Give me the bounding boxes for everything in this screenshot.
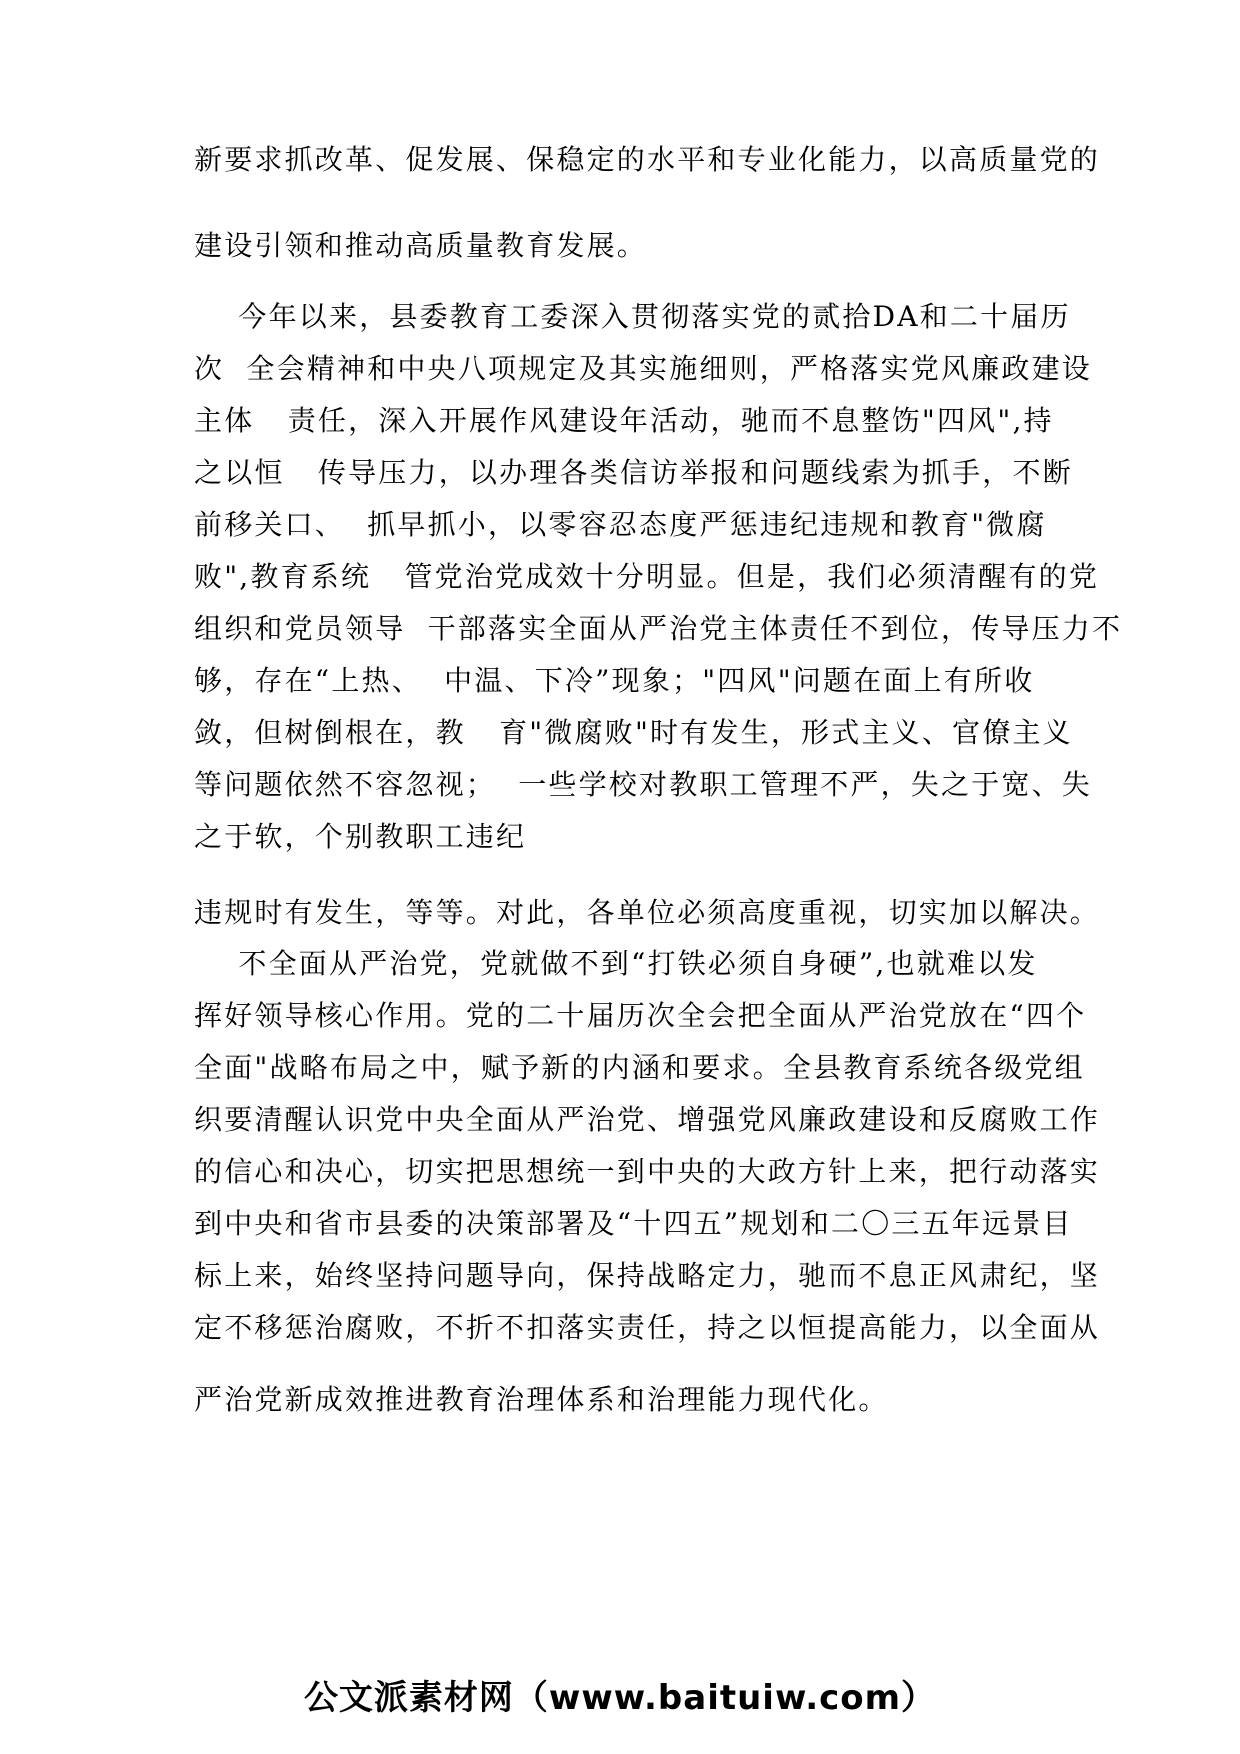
text-line: 组织和党员领导 干部落实全面从严治党主体责任不到位，传导压力不 xyxy=(194,612,1123,645)
text-line: 前移关口、 抓早抓小，以零容忍态度严惩违纪违规和教育"微腐 xyxy=(194,508,1047,541)
text-line: 够，存在“上热、 中温、下冷”现象；"四风"问题在面上有所收 xyxy=(194,664,1035,697)
text-line: 之于软，个别教职工违纪 xyxy=(194,820,527,853)
footer-watermark-text: 公文派素材网（www.baituiw.com） xyxy=(303,1678,937,1718)
text-line: 织要清醒认识党中央全面从严治党、增强党风廉政建设和反腐败工作 xyxy=(194,1103,1101,1136)
text-line: 定不移惩治腐败，不折不扣落实责任，持之以恒提高能力，以全面从 xyxy=(194,1311,1101,1344)
text-line: 严治党新成效推进教育治理体系和治理能力现代化。 xyxy=(194,1383,889,1416)
text-line: 建设引领和推动高质量教育发展。 xyxy=(194,229,648,262)
text-line: 的信心和决心，切实把思想统一到中央的大政方针上来，把行动落实 xyxy=(194,1155,1101,1188)
text-line: 全面"战略布局之中，赋予新的内涵和要求。全县教育系统各级党组 xyxy=(194,1051,1085,1084)
text-line: 到中央和省市县委的决策部署及“十四五”规划和二〇三五年远景目 xyxy=(194,1207,1073,1240)
text-line: 主体 责任，深入开展作风建设年活动，驰而不息整饬"四风",持 xyxy=(194,404,1054,437)
text-line: 今年以来，县委教育工委深入贯彻落实党的贰拾DA和二十届历 xyxy=(194,300,1071,333)
text-line: 败",教育系统 管党治党成效十分明显。但是，我们必须清醒有的党 xyxy=(194,560,1100,593)
text-line: 标上来，始终坚持问题导向，保持战略定力，驰而不息正风肃纪，坚 xyxy=(194,1259,1101,1292)
text-line: 之以恒 传导压力，以办理各类信访举报和问题线索为抓手，不断 xyxy=(194,456,1073,489)
text-line: 违规时有发生，等等。对此，各单位必须高度重视，切实加以解决。 xyxy=(194,896,1101,929)
text-line: 挥好领导核心作用。党的二十届历次全会把全面从严治党放在“四个 xyxy=(194,999,1087,1032)
text-line: 新要求抓改革、促发展、保稳定的水平和专业化能力，以高质量党的 xyxy=(194,143,1101,176)
text-line: 等问题依然不容忽视； 一些学校对教职工管理不严，失之于宽、失 xyxy=(194,768,1093,801)
text-line: 不全面从严治党，党就做不到“打铁必须自身硬”,也就难以发 xyxy=(194,947,1038,980)
text-line: 次 全会精神和中央八项规定及其实施细则，严格落实党风廉政建设 xyxy=(194,352,1093,385)
text-line: 敛，但树倒根在，教 育"微腐败"时有发生，形式主义、官僚主义 xyxy=(194,716,1073,749)
